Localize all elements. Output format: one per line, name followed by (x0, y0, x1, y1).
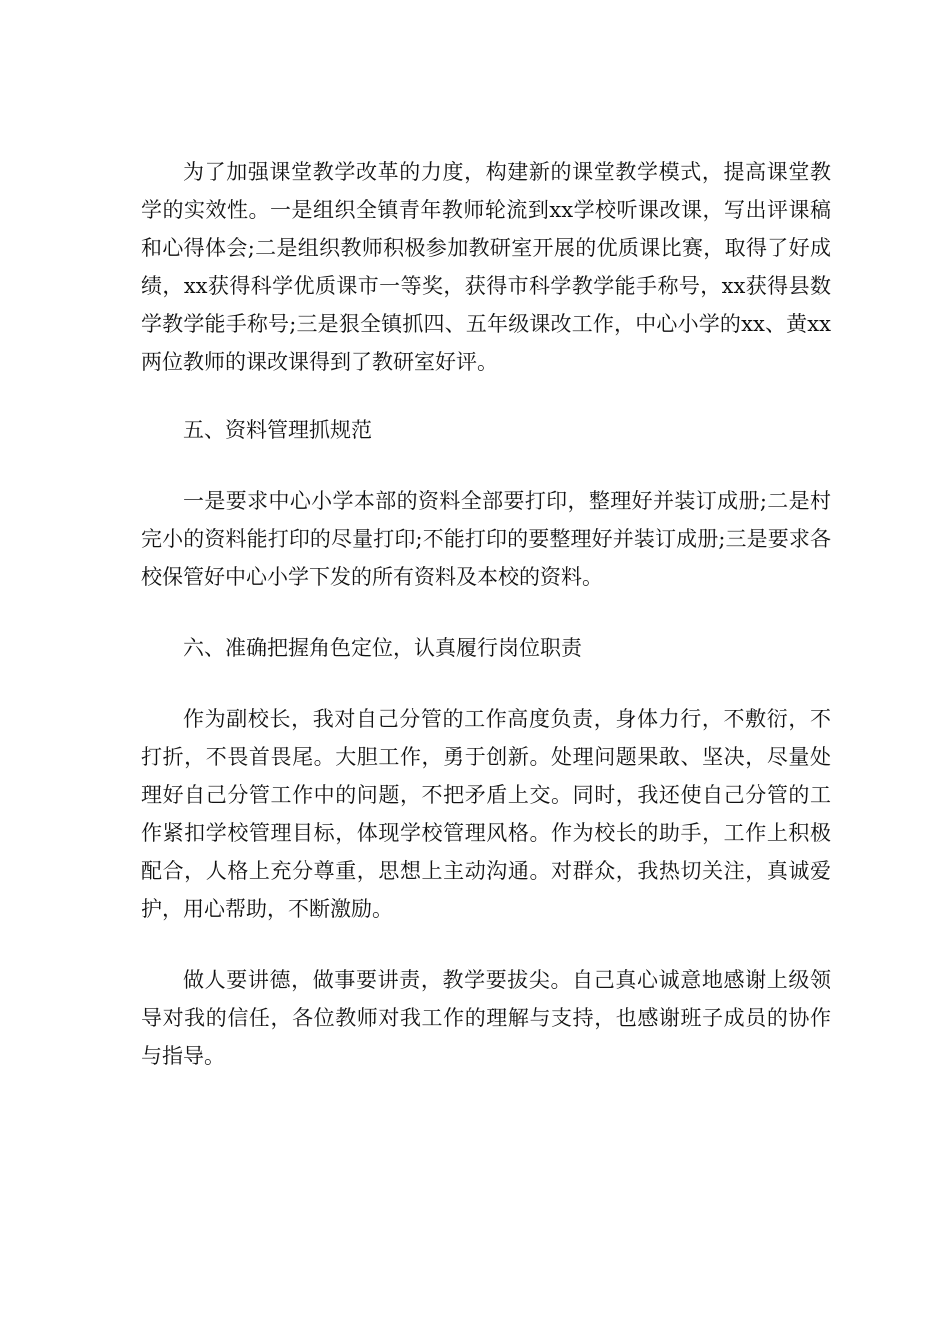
paragraph-role-duties: 作为副校长，我对自己分管的工作高度负责，身体力行，不敷衍，不打折，不畏首畏尾。大胆工作，勇于创新。处理问题果敢、坚决，尽量处理好自己分管工作中的问题，不把矛盾上交。同时，我还使自己分管的工作紧扣学校管理目标，体现学校管理风格。作为校长的助手，工作上积极配合，人格上充分尊重，思想上主动沟通。对群众，我热切关注，真诚爱护，用心帮助，不断激励。 (141, 707, 831, 921)
paragraph-records-management: 一是要求中心小学本部的资料全部要打印，整理好并装订成册;二是村完小的资料能打印的尽量打印;不能打印的要整理好并装订成册;三是要求各校保管好中心小学下发的所有资料及本校的资料。 (141, 489, 831, 589)
section-heading-records-management: 五、资料管理抓规范 (183, 418, 372, 442)
paragraph-classroom-reform: 为了加强课堂教学改革的力度，构建新的课堂教学模式，提高课堂教学的实效性。一是组织全镇青年教师轮流到xx学校听课改课，写出评课稿和心得体会;二是组织教师积极参加教研室开展的优质课比赛，取得了好成绩，xx获得科学优质课市一等奖，获得市科学教学能手称号，xx获得县数学教学能手称号;三是狠全镇抓四、五年级课改工作，中心小学的xx、黄xx两位教师的课改课得到了教研室好评。 (141, 160, 831, 374)
document-body (141, 153, 831, 1075)
paragraph-closing-thanks: 做人要讲德，做事要讲责，教学要拔尖。自己真心诚意地感谢上级领导对我的信任，各位教师对我工作的理解与支持，也感谢班子成员的协作与指导。 (141, 968, 831, 1068)
section-heading-role-duties: 六、准确把握角色定位，认真履行岗位职责 (183, 636, 582, 660)
